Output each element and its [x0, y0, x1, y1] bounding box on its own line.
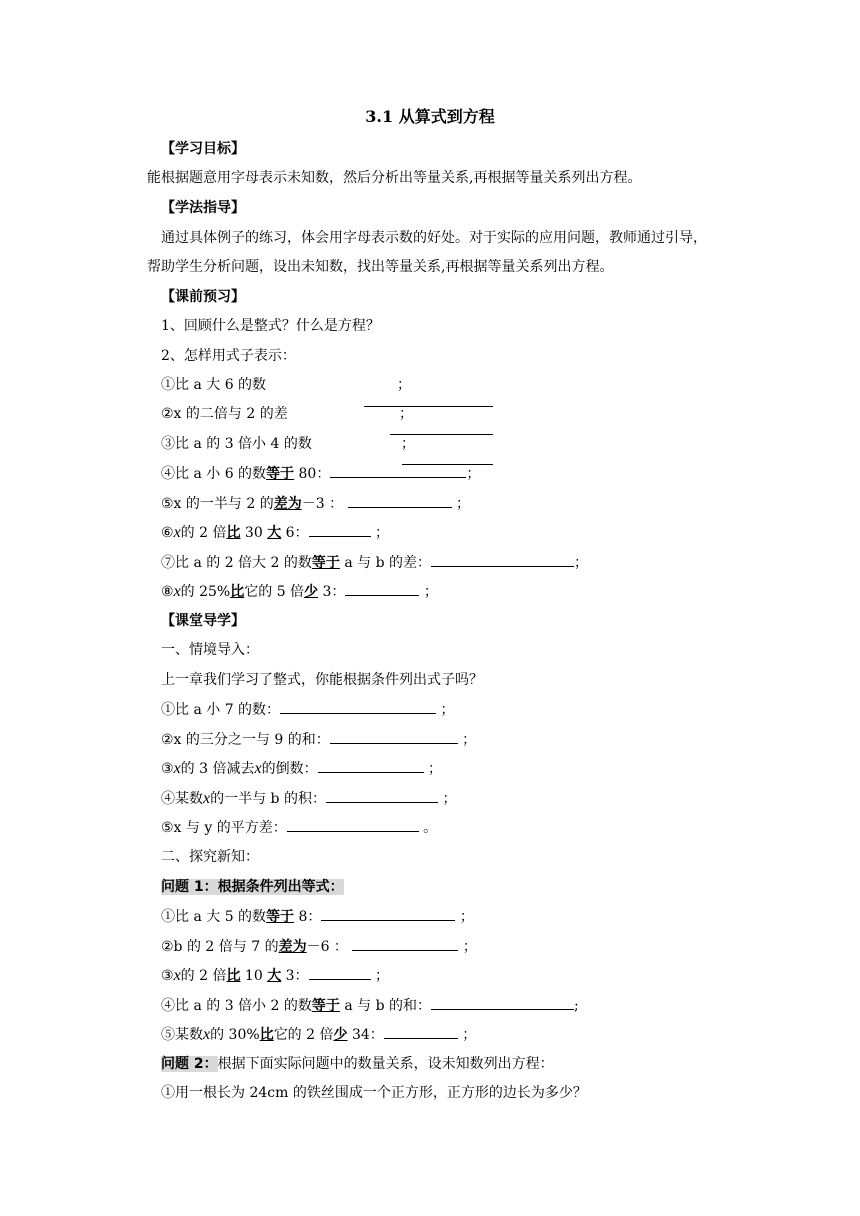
preview-item-8-blank[interactable]: [345, 581, 419, 596]
explore-item-5-blank[interactable]: [384, 1024, 458, 1039]
preview-item-7-text: ⑦比 a 的 2 倍大 2 的数: [161, 555, 312, 571]
intro-item-4-variable: x: [203, 790, 211, 807]
explore-item-1-semicolon: ；: [459, 909, 474, 925]
preview-item-1-blank[interactable]: [364, 406, 493, 407]
method-text-line1: 通过具体例子的练习，体会用字母表示数的好处。对于实际的应用问题，教师通过引导，: [161, 230, 707, 246]
explore-item-2-value: －6 ：: [306, 939, 348, 955]
explore-item-5-variable: x: [203, 1026, 211, 1043]
preview-item-8: [161, 581, 438, 602]
intro-item-3-semicolon: ；: [428, 761, 443, 777]
explore-item-4-text: ④比 a 的 3 倍小 2 的数: [161, 998, 312, 1014]
preview-item-4-semicolon: ；: [466, 466, 481, 482]
preview-item-3-semicolon: ；: [401, 436, 415, 452]
explore-item-1-keyword: 等于: [266, 909, 295, 925]
goals-text: 能根据题意用字母表示未知数，然后分析出等量关系,再根据等量关系列出方程。: [147, 170, 642, 186]
preview-item-7: [161, 552, 588, 573]
explore-item-3-blank[interactable]: [309, 965, 371, 980]
problem-2-text: 根据下面实际问题中的数量关系，设未知数列出方程：: [217, 1056, 554, 1072]
preview-item-6-keyword-2: 大: [267, 525, 282, 541]
intro-item-3-blank[interactable]: [318, 758, 424, 773]
problem-2: [161, 1054, 554, 1074]
preview-item-1: [161, 375, 411, 395]
intro-item-3-number: ③: [161, 761, 174, 777]
classroom-heading: 【课堂导学】: [161, 613, 245, 629]
intro-item-3-text: 的 3 倍减去: [180, 761, 255, 777]
preview-item-8-keyword-2: 少: [304, 584, 319, 600]
intro-item-3-text-2: 的倒数：: [261, 761, 318, 777]
preview-item-8-text: 的 25%: [180, 584, 231, 600]
intro-item-3-variable-2: x: [254, 760, 262, 777]
problem-2-label: 问题 2：: [161, 1056, 218, 1072]
explore-item-4-value: a 与 b 的和：: [339, 998, 431, 1014]
explore-item-3-keyword-1: 比: [226, 968, 241, 984]
intro-item-1-text: ①比 a 小 7 的数：: [161, 702, 281, 718]
explore-item-5-keyword-1: 比: [259, 1027, 274, 1043]
intro-item-4-text: ④某数: [161, 791, 203, 807]
preview-item-5-blank[interactable]: [348, 493, 452, 508]
explore-heading: 二、探究新知：: [161, 849, 259, 865]
intro-item-1-semicolon: ；: [440, 702, 455, 718]
intro-item-5-text: ⑤x 与 y 的平方差：: [161, 820, 287, 836]
intro-item-1: [161, 699, 455, 720]
preview-item-7-keyword: 等于: [311, 555, 340, 571]
preview-item-2-semicolon: ；: [399, 406, 413, 422]
preview-item-7-semicolon: ；: [573, 555, 588, 571]
problem-1-label-text: 问题 1：根据条件列出等式：: [161, 879, 344, 895]
explore-item-3-keyword-2: 大: [267, 968, 282, 984]
preview-item-5-keyword: 差为: [273, 496, 302, 512]
explore-item-4: [161, 995, 579, 1016]
preview-item-5: [161, 493, 470, 514]
intro-item-5-blank[interactable]: [287, 817, 419, 832]
preview-question-2: 2、怎样用式子表示：: [161, 348, 296, 364]
preview-item-6-keyword-1: 比: [226, 525, 241, 541]
preview-item-7-value: a 与 b 的差：: [339, 555, 431, 571]
intro-item-2-text: ②x 的三分之一与 9 的和：: [161, 732, 330, 748]
preview-item-8-variable: x: [173, 583, 181, 600]
explore-item-4-keyword: 等于: [311, 998, 340, 1014]
preview-item-8-number: ⑧: [161, 584, 174, 600]
preview-item-3: [161, 434, 415, 454]
explore-item-2-text: ②b 的 2 倍与 7 的: [161, 939, 279, 955]
explore-item-1-text: ①比 a 大 5 的数: [161, 909, 267, 925]
explore-item-4-semicolon: ;: [573, 998, 579, 1014]
preview-item-6: [161, 522, 389, 543]
preview-item-4: [161, 463, 480, 484]
problem-2-item-1: ①用一根长为 24cm 的铁丝围成一个正方形，正方形的边长为多少？: [161, 1085, 587, 1101]
explore-item-2-keyword: 差为: [278, 939, 307, 955]
explore-item-5-text-2: 的 30%: [210, 1027, 260, 1043]
preview-item-8-value: 3：: [318, 584, 346, 600]
intro-lead: 上一章我们学习了整式，你能根据条件列出式子吗？: [161, 672, 483, 688]
explore-item-3-text: 的 2 倍: [180, 968, 227, 984]
preview-item-4-text: ④比 a 小 6 的数: [161, 466, 267, 482]
explore-item-1-value: 8：: [294, 909, 322, 925]
intro-heading: 一、情境导入：: [161, 642, 259, 658]
page-title: 3.1 从算式到方程: [365, 107, 495, 126]
preview-heading: 【课前预习】: [161, 289, 245, 305]
explore-item-5-semicolon: ；: [462, 1027, 477, 1043]
preview-item-6-value-2: 6：: [281, 525, 309, 541]
intro-item-2-semicolon: ；: [462, 732, 477, 748]
explore-item-5-text-3: 它的 2 倍: [273, 1027, 334, 1043]
explore-item-2-blank[interactable]: [352, 936, 458, 951]
preview-item-6-number: ⑥: [161, 525, 174, 541]
explore-item-5-keyword-2: 少: [333, 1027, 348, 1043]
preview-item-8-text-2: 它的 5 倍: [244, 584, 305, 600]
explore-item-3-variable: x: [173, 967, 181, 984]
preview-item-1-text: ①比 a 大 6 的数: [161, 377, 267, 393]
preview-question-1: 1、回顾什么是整式？什么是方程？: [161, 318, 380, 334]
preview-item-6-blank[interactable]: [309, 522, 371, 537]
intro-item-2: [161, 729, 476, 750]
preview-item-5-value: －3 ：: [301, 496, 344, 512]
preview-item-1-semicolon: ；: [397, 377, 411, 393]
preview-item-8-semicolon: ；: [423, 584, 438, 600]
intro-item-3: [161, 758, 442, 779]
method-heading: 【学法指导】: [161, 200, 245, 216]
preview-item-6-variable: x: [173, 524, 181, 541]
explore-item-1: [161, 906, 474, 927]
explore-item-3-value: 10: [240, 968, 268, 984]
explore-item-3-number: ③: [161, 968, 174, 984]
preview-item-2-text: ②x 的二倍与 2 的差: [161, 406, 288, 422]
intro-item-4-blank[interactable]: [326, 788, 438, 803]
preview-item-3-text: ③比 a 的 3 倍小 4 的数: [161, 436, 312, 452]
preview-item-4-keyword: 等于: [266, 466, 295, 482]
intro-item-4-text-2: 的一半与 b 的积：: [210, 791, 326, 807]
preview-item-4-blank[interactable]: [330, 463, 466, 478]
explore-item-3-value-2: 3：: [281, 968, 309, 984]
explore-item-2-semicolon: ；: [462, 939, 477, 955]
intro-item-4-semicolon: ；: [442, 791, 457, 807]
intro-item-5-period: 。: [423, 820, 438, 836]
explore-item-5-text: ⑤某数: [161, 1027, 203, 1043]
preview-item-5-semicolon: ；: [455, 496, 470, 512]
intro-item-1-blank[interactable]: [280, 699, 436, 714]
explore-item-3-semicolon: ；: [375, 968, 390, 984]
preview-item-6-text: 的 2 倍: [180, 525, 227, 541]
explore-item-4-blank[interactable]: [431, 995, 574, 1010]
explore-item-3: [161, 965, 389, 986]
intro-item-3-variable: x: [173, 760, 181, 777]
preview-item-2: [161, 404, 413, 424]
preview-item-4-value: 80：: [294, 466, 331, 482]
explore-item-2: [161, 936, 477, 957]
preview-item-6-semicolon: ；: [375, 525, 390, 541]
intro-item-5: [161, 817, 437, 838]
method-text-line2: 帮助学生分析问题，设出未知数，找出等量关系,再根据等量关系列出方程。: [147, 259, 614, 275]
intro-item-2-blank[interactable]: [330, 729, 458, 744]
goals-heading: 【学习目标】: [161, 141, 245, 157]
explore-item-5-value: 34：: [347, 1027, 384, 1043]
problem-1-label: [161, 877, 344, 897]
intro-item-4: [161, 788, 456, 809]
explore-item-5: [161, 1024, 476, 1045]
preview-item-5-text: ⑤x 的一半与 2 的: [161, 496, 274, 512]
preview-item-8-keyword-1: 比: [230, 584, 245, 600]
preview-item-6-value: 30: [240, 525, 268, 541]
explore-item-1-blank[interactable]: [321, 906, 455, 921]
preview-item-7-blank[interactable]: [431, 552, 574, 567]
